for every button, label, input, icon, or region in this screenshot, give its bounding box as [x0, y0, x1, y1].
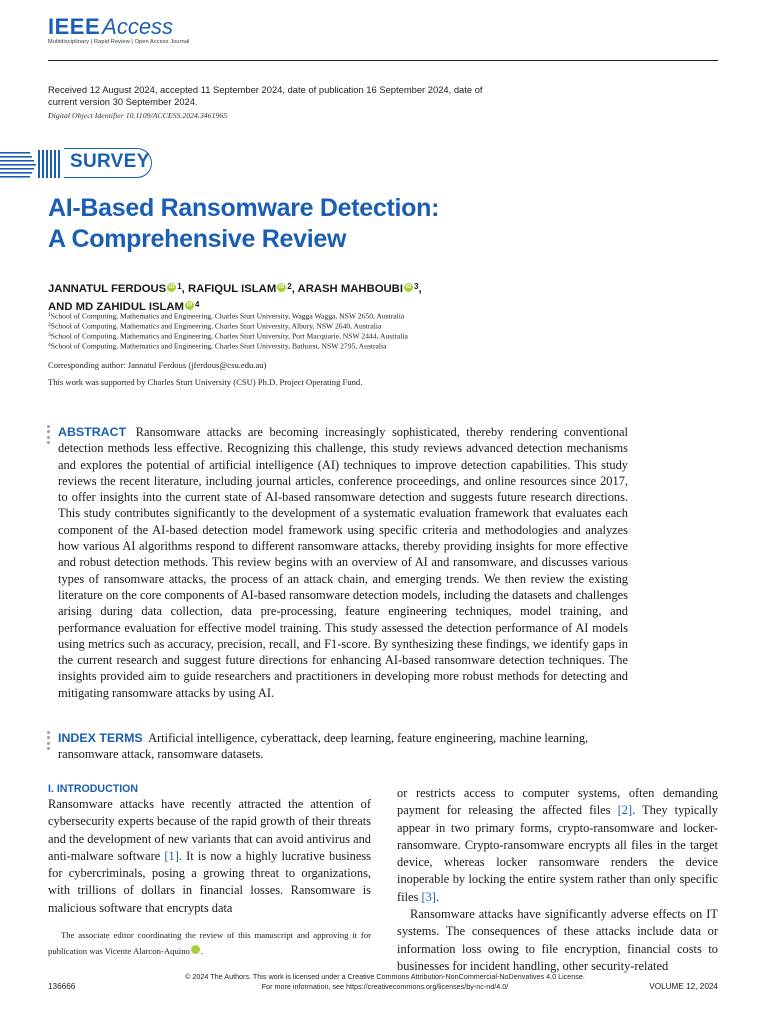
- index-terms-text: Artificial intelligence, cyberattack, deep learning, feature engineering, machine learning, ransomware attack, ransomware datasets.: [58, 731, 589, 762]
- header-divider: [48, 60, 718, 61]
- affiliation-item: $^1$School of Computing, Mathematics and Engineering, Charles Sturt University, Wagga Wagga, NSW 2650, Australia: [48, 311, 405, 321]
- body-column-left: [48, 782, 371, 917]
- section-heading: I. INTRODUCTION: [48, 783, 139, 795]
- abstract-label: ABSTRACT: [58, 425, 127, 439]
- author-name: RAFIQUL ISLAM: [187, 283, 277, 295]
- author-name: JANNATUL FERDOUS: [48, 283, 167, 295]
- author-name: AND MD ZAHIDUL ISLAM: [48, 301, 184, 313]
- affiliation-item: $^2$School of Computing, Mathematics and Engineering, Charles Sturt University, Albury, NSW 2640, Australia: [48, 321, 382, 331]
- survey-stripes-icon: [0, 149, 64, 179]
- abstract-dots-icon: [47, 425, 50, 447]
- index-terms-block: [58, 730, 628, 763]
- author-affil-number: 2: [287, 282, 292, 291]
- logo-ieee: IEEE: [48, 14, 101, 39]
- index-terms-dots-icon: [47, 731, 50, 753]
- author-affil-number: 3: [413, 282, 419, 291]
- license-line-2[interactable]: For more information, see https://creativecommons.org/licenses/by-nc-nd/4.0/: [261, 981, 509, 991]
- abstract-text: Ransomware attacks are becoming increasingly sophisticated, thereby rendering conventional detection methods less effective. Recognizing this challenge, this study reviews advanced detection mechanisms and explores the potential of artificial intelligence (AI) techniques to improve detection capabilities. This study reviews the recent literature, including journal articles, conference proceedings, and online resources since 2017, to offer insights into the current state of AI-based ransomware detection and suggests future research directions. This study contributes significantly to the development of a systematic evaluation framework that evaluates each component of the AI-based detection model framework using specific criteria and methodologies and analyzes how various AI algorithms respond to different ransomware attacks, thereby providing insights for more effective and robust detection methods. This review begins with an overview of AI and ransomware, and discusses various types of ransomware attacks, the process of an attack chain, and emerging trends. We then review the existing literature on the core components of AI-based ransomware detection models, including the datasets and challenges arising during data collection, data pre-processing, feature engineering techniques, model training, and performance evaluation for effective model training. This study assessed the detection performance of AI models using metrics such as accuracy, precision, recall, and F1-score. By synthesizing these findings, we identify gaps in the current research and suggest future directions for enhancing AI-based ransomware detection techniques. The insights provided aim to guide researchers and practitioners in developing more robust methods for detecting and mitigating ransomware attacks by using AI.: [58, 425, 628, 700]
- journal-logo: [48, 14, 189, 45]
- affiliation-item: $^4$School of Computing, Mathematics and Engineering, Charles Sturt University, Bathurst, NSW 2795, Australia: [48, 341, 387, 351]
- abstract-block: [58, 424, 628, 701]
- intro-paragraph-1: Ransomware attacks have recently attracted the attention of cybersecurity experts because of the rapid growth of their threats and the development of new variants that can avoid antivirus and anti-malware software [1]. It is now a highly lucrative business for cybercriminals, posing a growing threat to organizations, with trillions of dollars in financial losses. Ransomware is malicious software that encrypts data: [48, 797, 371, 915]
- title-line-2: A Comprehensive Review: [48, 225, 347, 253]
- orcid-icon[interactable]: iD: [186, 302, 193, 308]
- doi-line: Digital Object Identifier 10.1109/ACCESS.2024.3461965: [48, 111, 228, 120]
- orcid-icon[interactable]: iD: [405, 284, 412, 290]
- license-notice: [150, 972, 620, 991]
- corresponding-author: Corresponding author: Jannatul Ferdous (jferdous@csu.edu.au): [48, 360, 267, 370]
- index-terms-label: INDEX TERMS: [58, 731, 143, 745]
- intro-paragraph-2: Ransomware attacks have significantly adverse effects on IT systems. The consequences of these attacks include data or information loss owing to file encryption, financial costs to businesses for incident handling, other security-related: [397, 907, 718, 973]
- title-line-1: AI-Based Ransomware Detection:: [48, 194, 440, 222]
- author-name: ARASH MAHBOUBI: [297, 283, 403, 295]
- license-line-1: © 2024 The Authors. This work is licensed under a Creative Commons Attribution-NonCommercial-NoDerivatives 4.0 License.: [185, 972, 585, 981]
- body-column-right: [397, 785, 718, 975]
- orcid-icon[interactable]: iD: [278, 284, 285, 290]
- author-list: JANNATUL FERDOUS iD $^1$, RAFIQUL ISLAM iD $^2$, ARASH MAHBOUBI iD $^3$, AND MD ZAHIDUL ISLAM iD $^4$: [48, 282, 422, 313]
- affiliation-list: [48, 311, 548, 351]
- intro-paragraph-continued: or restricts access to computer systems, often demanding payment for releasing the affected files [2]. They typically appear in two primary forms, crypto-ransomware and locker-ransomware. Crypto-ransomware encrypts all files in the target device, whereas locker ransomware renders the device inoperable by locking the entire system rather than only specific files [3].: [397, 786, 718, 904]
- citation-link[interactable]: [3]: [421, 889, 436, 904]
- author-affil-number: 1: [177, 282, 182, 291]
- volume-label: VOLUME 12, 2024: [649, 982, 718, 991]
- funding-note: This work was supported by Charles Sturt University (CSU) Ph.D. Project Operating Fund.: [48, 377, 363, 387]
- orcid-icon[interactable]: iD: [168, 284, 175, 290]
- logo-tagline: Multidisciplinary | Rapid Review | Open Access Journal: [48, 39, 190, 45]
- editor-footnote: The associate editor coordinating the review of this manuscript and approving it for publication was Vicente Alarcon-Aquino iD.: [48, 930, 371, 956]
- citation-link[interactable]: [1]: [164, 848, 179, 863]
- author-affil-number: 4: [194, 300, 200, 309]
- citation-link[interactable]: [2]: [617, 803, 633, 818]
- article-type-badge: SURVEY: [70, 151, 150, 172]
- page-number: 136666: [48, 982, 76, 991]
- orcid-icon[interactable]: iD: [191, 945, 200, 954]
- received-dates: Received 12 August 2024, accepted 11 September 2024, date of publication 16 September 2024, date of current version 30 September 2024.: [48, 84, 483, 107]
- paper-title: [48, 193, 548, 255]
- affiliation-item: $^3$School of Computing, Mathematics and Engineering, Charles Sturt University, Port Macquarie, NSW 2444, Australia: [48, 331, 408, 341]
- logo-access: Access: [102, 14, 174, 39]
